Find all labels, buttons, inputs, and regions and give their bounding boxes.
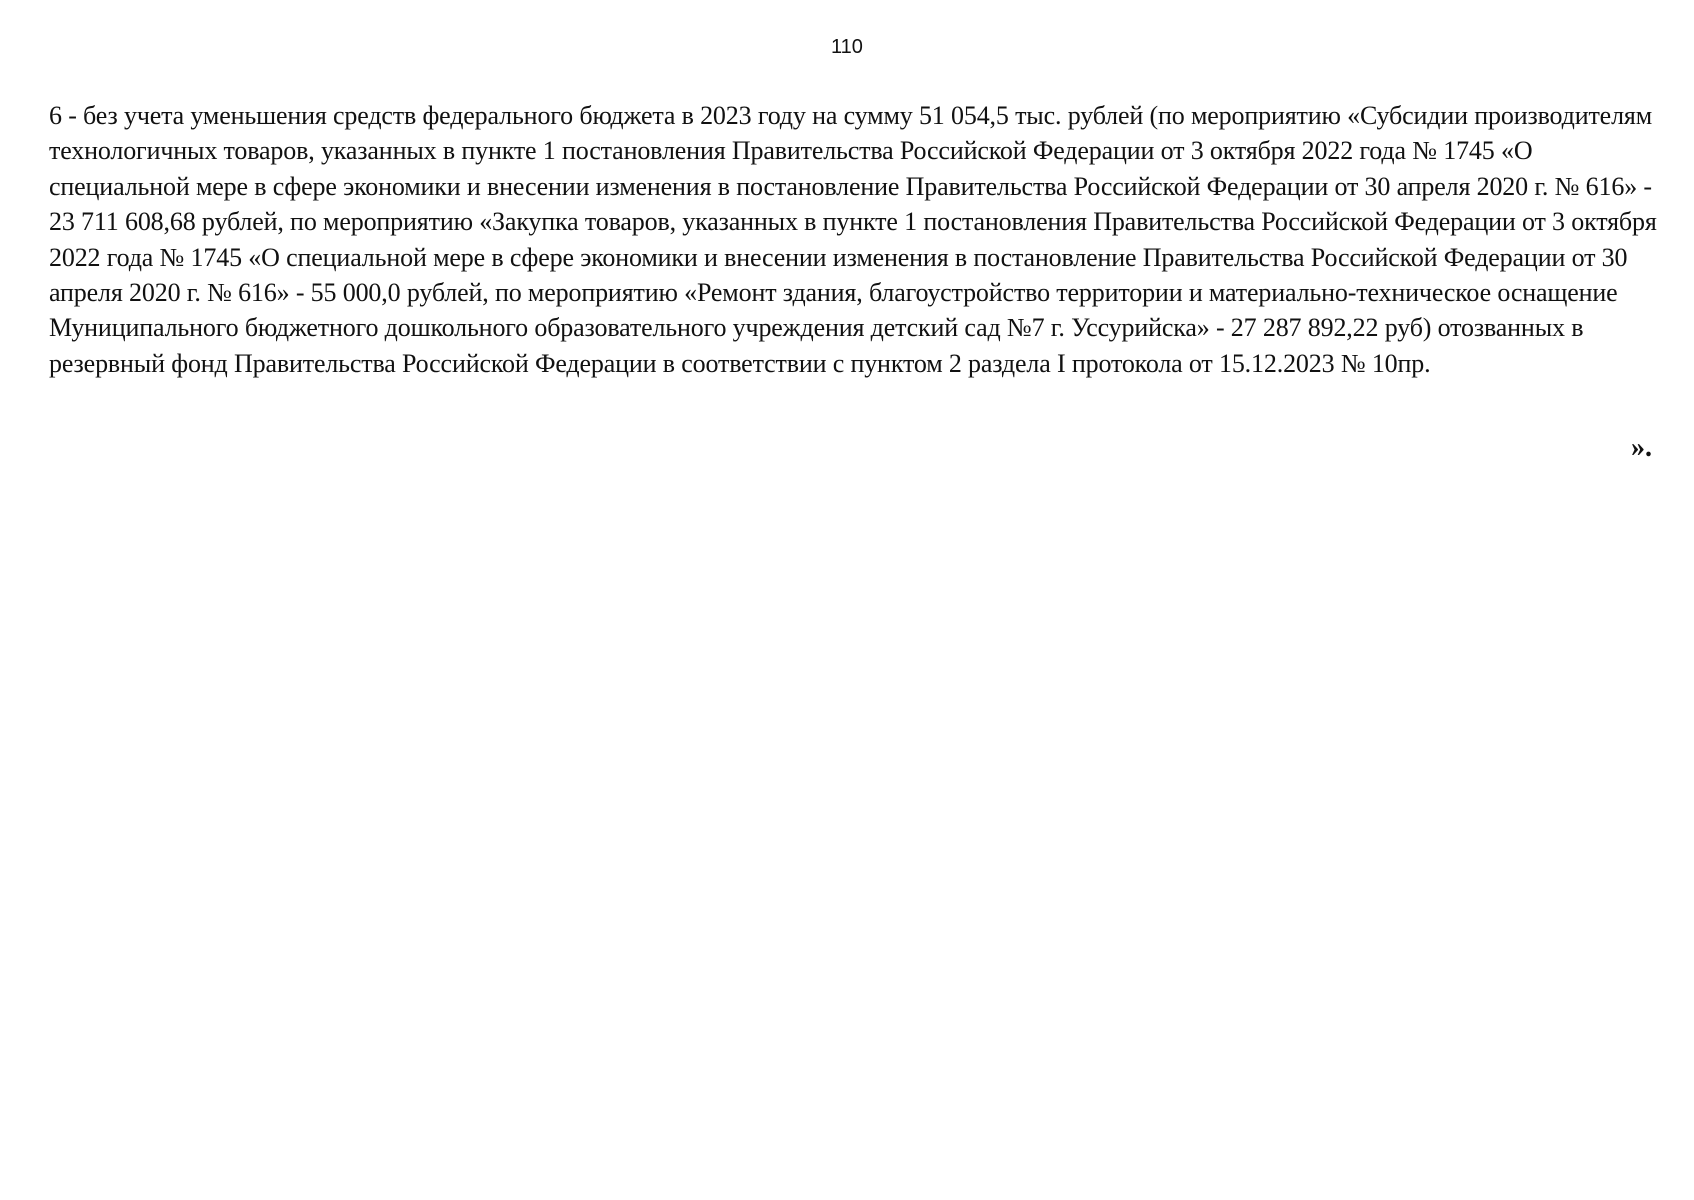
- closing-quote-mark: ».: [1631, 432, 1652, 463]
- footnote-text: 6 - без учета уменьшения средств федерального бюджета в 2023 году на сумму 51 054,5 тыс. рублей (по мероприятию «Субсидии производителям технологичных товаров, указанных в пункте 1 постановления Правительства Российской Федерации от 3 октября 2022 года № 1745 «О специальной мере в сфере экономики и внесении изменения в постановление Правительства Российской Федерации от 30 апреля 2020 г. № 616» - 23 711 608,68 рублей, по мероприятию «Закупка товаров, указанных в пункте 1 постановления Правительства Российской Федерации от 3 октября 2022 года № 1745 «О специальной мере в сфере экономики и внесении изменения в постановление Правительства Российской Федерации от 30 апреля 2020 г. № 616» - 55 000,0 рублей, по мероприятию «Ремонт здания, благоустройство территории и материально-техническое оснащение Муниципального бюджетного дошкольного образовательного учреждения детский сад №7 г. Уссурийска» - 27 287 892,22 руб) отозванных в резервный фонд Правительства Российской Федерации в соответствии с пунктом 2 раздела I протокола от 15.12.2023 № 10пр.: [49, 101, 1657, 378]
- page-number: 110: [831, 36, 863, 58]
